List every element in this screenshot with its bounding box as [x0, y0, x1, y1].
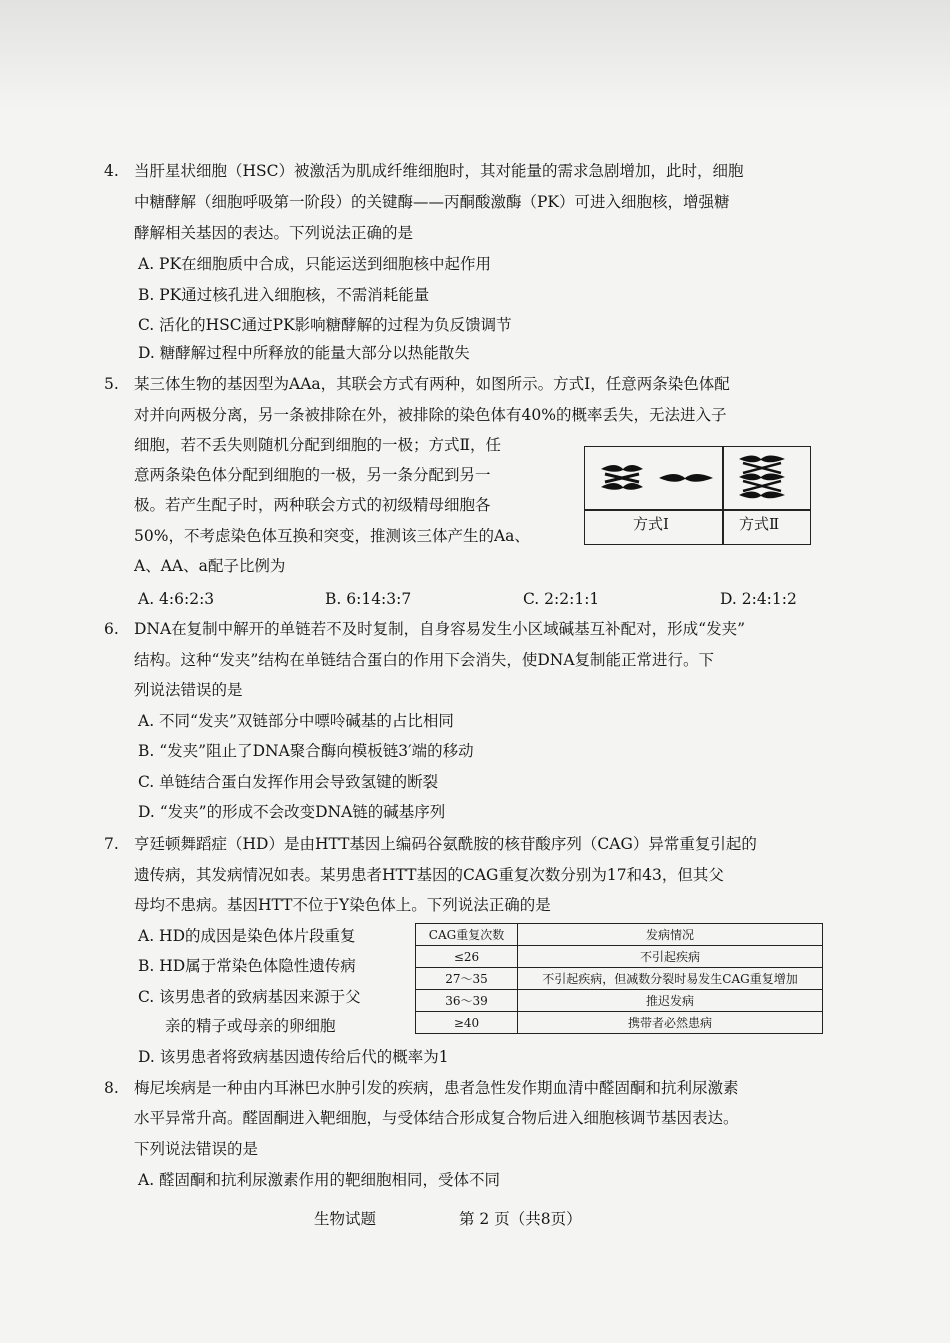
option-c-continued: 亲的精子或母亲的卵细胞	[165, 1017, 336, 1035]
question-text-line: 某三体生物的基因型为AAa，其联会方式有两种，如图所示。方式Ⅰ，任意两条染色体配	[134, 375, 730, 393]
option-d: D. “发夹”的形成不会改变DNA链的碱基序列	[138, 803, 446, 821]
option-b: B. PK通过核孔进入细胞核，不需消耗能量	[138, 286, 430, 304]
option-b: B. HD属于常染色体隐性遗传病	[138, 957, 356, 975]
question-text-line: 意两条染色体分配到细胞的一极，另一条分配到另一	[134, 466, 491, 484]
figure-label-mode-2: 方式Ⅱ	[739, 515, 780, 533]
option-d: D. 该男患者将致病基因遗传给后代的概率为1	[138, 1048, 449, 1066]
question-text-line: 列说法错误的是	[134, 681, 243, 699]
question-text-line: 结构。这种“发夹”结构在单链结合蛋白的作用下会消失，使DNA复制能正常进行。下	[134, 651, 715, 669]
synapsis-figure	[584, 446, 811, 545]
table-row	[416, 990, 823, 1012]
question-text-line: A、AA、a配子比例为	[134, 557, 286, 575]
question-text-line: 50%，不考虑染色体互换和突变，推测该三体产生的Aa、	[134, 527, 530, 545]
option-b: B. 6:14:3:7	[325, 590, 412, 608]
option-a: A. 不同“发夹”双链部分中嘌呤碱基的占比相同	[138, 712, 454, 730]
option-c: C. 活化的HSC通过PK影响糖酵解的过程为负反馈调节	[138, 316, 512, 334]
option-d: D. 2:4:1:2	[720, 590, 797, 608]
option-a: A. HD的成因是染色体片段重复	[138, 927, 356, 945]
question-text-line: 当肝星状细胞（HSC）被激活为肌成纤维细胞时，其对能量的需求急剧增加，此时，细胞	[134, 162, 744, 180]
table-cell: 推迟发病	[518, 990, 823, 1012]
option-d: D. 糖酵解过程中所释放的能量大部分以热能散失	[138, 344, 470, 362]
question-text-line: 亨廷顿舞蹈症（HD）是由HTT基因上编码谷氨酰胺的核苷酸序列（CAG）异常重复引起的	[134, 835, 757, 853]
option-c: C. 该男患者的致病基因来源于父	[138, 988, 361, 1006]
option-a: A. PK在细胞质中合成，只能运送到细胞核中起作用	[138, 255, 492, 273]
footer-subject: 生物试题	[314, 1210, 377, 1228]
scan-shadow	[0, 0, 950, 110]
option-a: A. 4:6:2:3	[138, 590, 215, 608]
question-text-line: 中糖酵解（细胞呼吸第一阶段）的关键酶——丙酮酸激酶（PK）可进入细胞核，增强糖	[134, 193, 730, 211]
table-row	[416, 968, 823, 990]
cag-table	[415, 923, 823, 1034]
option-a: A. 醛固酮和抗利尿激素作用的靶细胞相同，受体不同	[138, 1171, 501, 1189]
question-number: 7.	[104, 835, 119, 853]
question-text-line: 水平异常升高。醛固酮进入靶细胞，与受体结合形成复合物后进入细胞核调节基因表达。	[134, 1109, 739, 1127]
table-cell: 36～39	[416, 990, 518, 1012]
question-text-line: 极。若产生配子时，两种联会方式的初级精母细胞各	[134, 496, 491, 514]
question-text-line: 梅尼埃病是一种由内耳淋巴水肿引发的疾病，患者急性发作期血清中醛固酮和抗利尿激素	[134, 1079, 739, 1097]
question-number: 6.	[104, 620, 119, 638]
question-text-line: 酵解相关基因的表达。下列说法正确的是	[134, 224, 414, 242]
question-text-line: 对并向两极分离，另一条被排除在外，被排除的染色体有40%的概率丢失，无法进入子	[134, 406, 727, 424]
option-b: B. “发夹”阻止了DNA聚合酶向模板链3′端的移动	[138, 742, 474, 760]
table-cell: 27～35	[416, 968, 518, 990]
table-cell: 不引起疾病，但减数分裂时易发生CAG重复增加	[518, 968, 823, 990]
table-row	[416, 946, 823, 968]
option-c: C. 2:2:1:1	[523, 590, 600, 608]
question-text-line: 下列说法错误的是	[134, 1140, 259, 1158]
table-cell: ≤26	[416, 946, 518, 968]
figure-label-mode-1: 方式Ⅰ	[633, 515, 669, 533]
table-header-cell: CAG重复次数	[416, 924, 518, 946]
question-number: 5.	[104, 375, 119, 393]
question-number: 4.	[104, 162, 119, 180]
footer-page-number: 第 2 页（共8页）	[459, 1210, 582, 1228]
table-cell: 不引起疾病	[518, 946, 823, 968]
table-header-row	[416, 924, 823, 946]
question-text-line: DNA在复制中解开的单链若不及时复制，自身容易发生小区域碱基互补配对，形成“发夹”	[134, 620, 746, 638]
question-text-line: 遗传病，其发病情况如表。某男患者HTT基因的CAG重复次数分别为17和43，但其父	[134, 866, 724, 884]
table-header-cell: 发病情况	[518, 924, 823, 946]
table-cell: ≥40	[416, 1012, 518, 1034]
option-c: C. 单链结合蛋白发挥作用会导致氢键的断裂	[138, 773, 439, 791]
table-cell: 携带者必然患病	[518, 1012, 823, 1034]
question-text-line: 母均不患病。基因HTT不位于Y染色体上。下列说法正确的是	[134, 896, 551, 914]
table-row	[416, 1012, 823, 1034]
question-text-line: 细胞，若不丢失则随机分配到细胞的一极；方式Ⅱ，任	[134, 436, 502, 454]
question-number: 8.	[104, 1079, 119, 1097]
chromosome-drawing	[585, 447, 809, 509]
